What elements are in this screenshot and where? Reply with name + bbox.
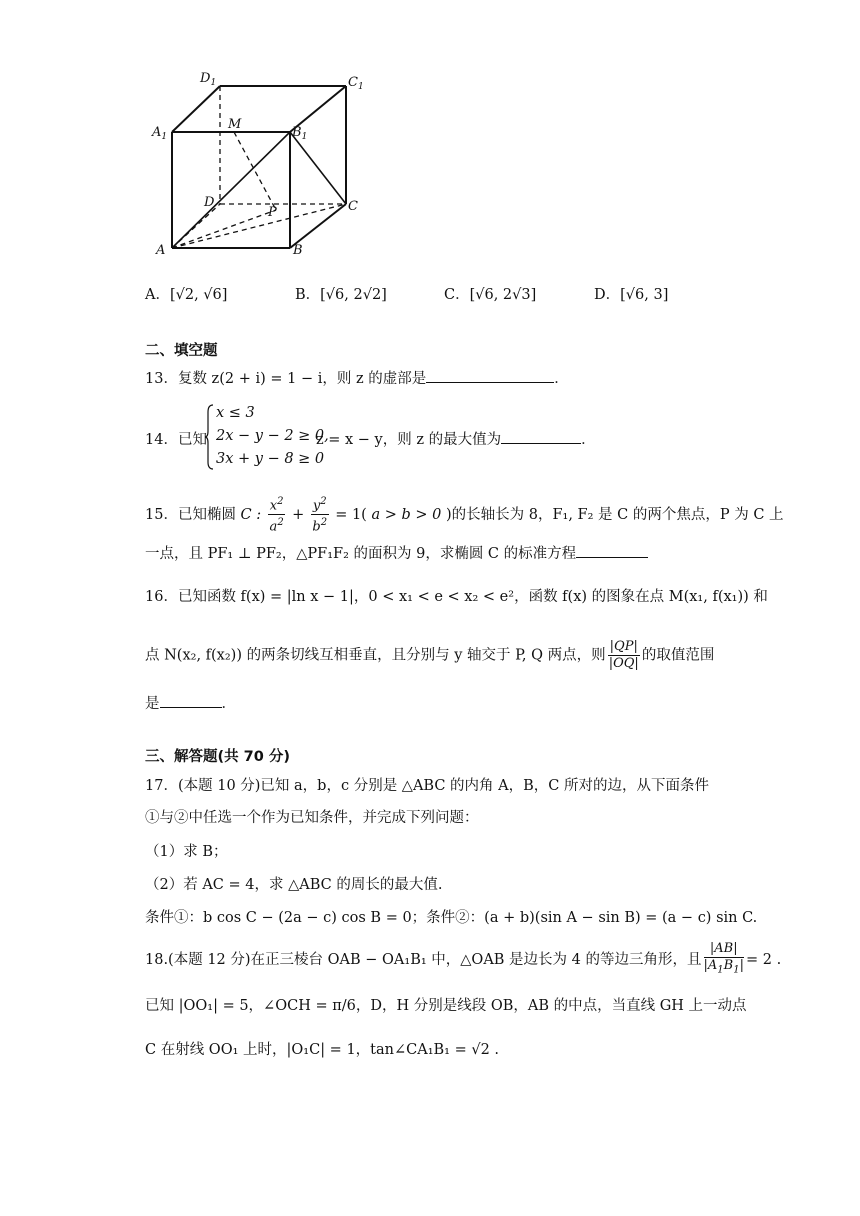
q18-line-1: [145, 941, 781, 979]
label-d1: $D_1$: [200, 71, 217, 88]
segment-a-p: [172, 210, 276, 248]
q18-line-2: 已知 |OO₁| = 5，∠OCH = π/6，D，H 分别是线段 OB，AB 的中点，当直线 GH 上一动点: [145, 998, 747, 1014]
q18-line1-end: = 2 .: [745, 951, 782, 968]
q16-line3: 是: [145, 696, 160, 712]
segment-a-c: [172, 204, 346, 248]
label-p: P: [268, 205, 277, 220]
q13-blank: [426, 370, 554, 383]
question-16-line-2: [145, 639, 714, 672]
segment-a-b1: [172, 132, 290, 248]
q17-line-4: （2）若 AC = 4，求 △ABC 的周长的最大值.: [145, 877, 443, 893]
q17-line-5: 条件①：b cos C − (2a − c) cos B = 0；条件②：(a + b)(sin A − sin B) = (a − c) sin C.: [145, 910, 758, 926]
q15-line1-a: 15．已知椭圆: [145, 506, 236, 523]
label-c1: $C_1$: [348, 75, 364, 92]
q18-frac: $\frac{|AB|}{|A_1B_1|}$: [703, 941, 744, 976]
edge-a1-d1: [172, 86, 220, 132]
q16-blank: [160, 695, 222, 708]
q14-constraint-2: 2x − y − 2 ≥ 0,: [216, 428, 329, 444]
q16-line2-b: 的取值范围: [641, 647, 715, 664]
label-b1: $B_1$: [292, 125, 308, 142]
q14-blank: [501, 431, 581, 444]
label-a: A: [156, 243, 166, 258]
q18-line-3: C 在射线 OO₁ 上时，|O₁C| = 1，tan∠CA₁B₁ = √2 .: [145, 1042, 500, 1058]
q17-line-3: （1）求 B；: [145, 844, 228, 860]
q16-end: ．: [221, 696, 236, 712]
q14-constraint-1: x ≤ 3: [216, 405, 255, 421]
cube-figure: [140, 60, 380, 260]
option-a: A．[√2, √6]: [145, 287, 228, 303]
label-c: C: [348, 199, 358, 214]
question-15-line-1: 15．已知椭圆 C : $\frac{x^2}{a^2}$ + $\frac{y^2}{b^2}$ = 1( a > b > 0 )的长轴长为 8，F₁, F₂ 是 C 的两个焦点，P 为 C 上: [145, 496, 784, 535]
q14-brace: [204, 404, 214, 470]
segment-m-p: [234, 132, 276, 210]
q15-line1-b: 的长轴长为 8，F₁, F₂ 是 C 的两个焦点，P 为 C 上: [451, 506, 784, 523]
q14-constraint-3: 3x + y − 8 ≥ 0: [216, 451, 325, 467]
label-b: B: [293, 243, 303, 258]
q14-suffix: [316, 428, 596, 449]
label-d: D: [204, 195, 215, 210]
q15-line2: 一点，且 PF₁ ⊥ PF₂，△PF₁F₂ 的面积为 9，求椭圆 C 的标准方程: [145, 546, 577, 562]
edge-b1-c: [290, 132, 346, 204]
label-m: M: [228, 117, 242, 132]
q17-line-2: ①与②中任选一个作为已知条件，并完成下列问题：: [145, 810, 479, 826]
q14-prefix: 14．已知: [145, 432, 207, 448]
q15-ellipse-eq: C :: [235, 506, 266, 523]
question-16-line-1: 16．已知函数 f(x) = |ln x − 1|，0 < x₁ < e < x₂ < e²，函数 f(x) 的图象在点 M(x₁, f(x₁)) 和: [145, 589, 768, 605]
question-15-line-2: [145, 542, 648, 563]
option-c: C．[√6, 2√3]: [444, 287, 537, 303]
edge-b-c: [290, 204, 346, 248]
q15-frac-x: $\frac{x^2}{a^2}$: [269, 496, 284, 535]
label-a1: $A_1$: [152, 125, 168, 142]
q15-frac-y: $\frac{y^2}{b^2}$: [312, 496, 328, 535]
q15-blank: [576, 545, 648, 558]
q17-line-1: 17．(本题 10 分)已知 a，b，c 分别是 △ABC 的内角 A，B，C 所对的边，从下面条件: [145, 778, 709, 794]
q14-suffix-text: z = x − y，则 z 的最大值为: [316, 432, 502, 448]
question-16-line-3: [145, 692, 236, 713]
option-b: B．[√6, 2√2]: [295, 287, 387, 303]
q16-frac: $\frac{|QP|}{|OQ|}$: [608, 639, 639, 671]
q14-end: ．: [581, 432, 596, 448]
q13-end: ．: [554, 371, 569, 387]
option-d: D．[√6, 3]: [594, 287, 669, 303]
section-answer-title: 三、解答题(共 70 分): [145, 749, 291, 765]
section-fill-blank-title: 二、填空题: [145, 343, 218, 359]
q18-line1: 18.(本题 12 分)在正三棱台 OAB − OA₁B₁ 中，△OAB 是边长为 4 的等边三角形，且: [145, 951, 702, 968]
q13-text: 13．复数 z(2 + i) = 1 − i，则 z 的虚部是: [145, 371, 427, 387]
q16-line2-a: 点 N(x₂, f(x₂)) 的两条切线互相垂直，且分别与 y 轴交于 P, Q 两点，则: [145, 647, 606, 664]
question-13: [145, 367, 569, 388]
